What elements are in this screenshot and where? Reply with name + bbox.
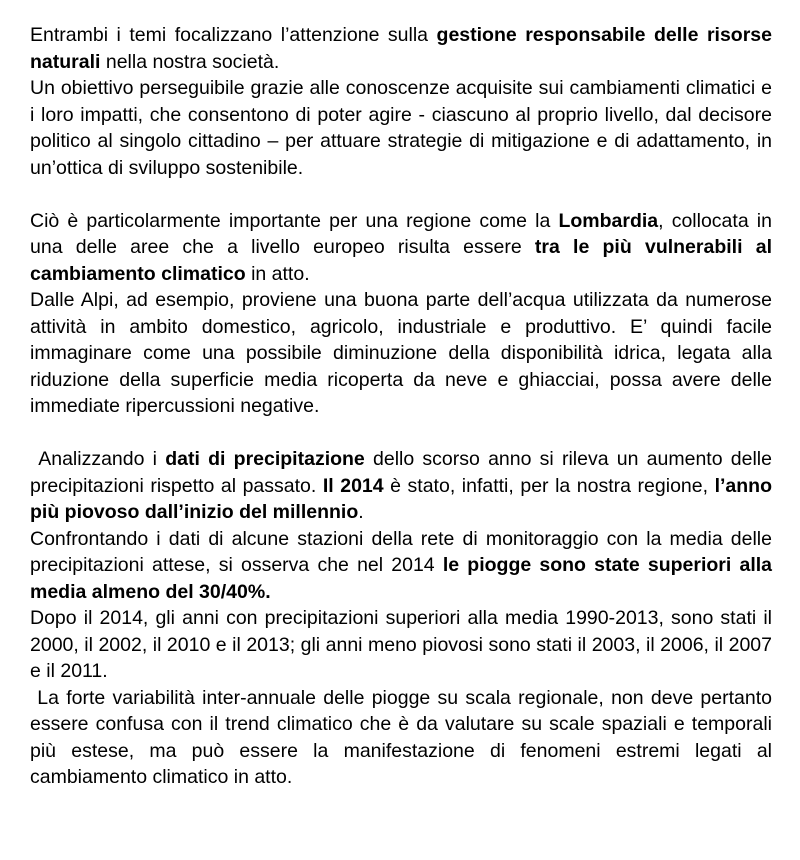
text-span: dello scorso anno si rileva un aumento delle precipitazioni rispetto al passato. (30, 448, 772, 497)
paragraph-precipitation (30, 446, 772, 526)
bold-text: tra le più vulnerabili al cambiamento climatico (30, 236, 772, 285)
paragraph-gap (30, 181, 772, 208)
paragraph-objective: Un obiettivo perseguibile grazie alle conoscenze acquisite sui cambiamenti climatici e i loro impatti, che consentono di poter agire - ciascuno al proprio livello, dal decisore politico al singolo cittadino – per attuare strategie di mitigazione e di adattamento, in un’ottica di sviluppo sostenibile. (30, 77, 772, 179)
paragraph-alpi: Dalle Alpi, ad esempio, proviene una buona parte dell’acqua utilizzata da numerose attività in ambito domestico, agricolo, industriale e produttivo. E’ quindi facile immaginare come una possibile diminuzione della disponibilità idrica, legata alla riduzione della superficie media ricoperta da neve e ghiacciai, possa avere delle immediate ripercussioni negative. (30, 289, 772, 417)
text-span: , collocata in una delle aree che a livello europeo risulta essere (30, 209, 772, 258)
bold-text: gestione responsabile delle risorse naturali (30, 24, 772, 73)
paragraph-intro (30, 22, 772, 75)
text-span: Analizzando i (30, 448, 166, 470)
paragraph-monitoring (30, 526, 772, 606)
paragraph-years: Dopo il 2014, gli anni con precipitazioni superiori alla media 1990-2013, sono stati il 2000, il 2002, il 2010 e il 2013; gli anni meno piovosi sono stati il 2003, il 2006, il 2007 e il 2011. (30, 607, 772, 682)
text-span: in atto. (245, 262, 310, 285)
bold-text: l’anno più piovoso dall’inizio del millennio (30, 474, 772, 523)
bold-text: dati di precipitazione (165, 448, 365, 470)
paragraph-gap (30, 420, 772, 447)
bold-text: le piogge sono state superiori alla media almeno del 30/40%. (30, 554, 772, 603)
text-span: nella nostra società. (100, 50, 280, 73)
paragraph-lombardia (30, 208, 772, 288)
text-span: . (358, 501, 364, 523)
paragraph-variability: La forte variabilità inter-annuale delle piogge su scala regionale, non deve pertanto essere confusa con il trend climatico che è da valutare su scale spaziali e temporali più estese, ma può essere la manifestazione di fenomeni estremi legati al cambiamento climatico in atto. (30, 686, 778, 788)
text-span: è stato, infatti, per la nostra regione, (383, 474, 715, 497)
text-span: Entrambi i temi focalizzano l’attenzione sulla (30, 24, 437, 46)
text-span: Ciò è particolarmente importante per una regione come la (30, 209, 559, 232)
bold-text: Lombardia (558, 209, 659, 232)
bold-text: Il 2014 (322, 474, 384, 497)
text-span: Confrontando i dati di alcune stazioni della rete di monitoraggio con la media delle precipitazioni attese, si osserva che nel 2014 (30, 527, 772, 576)
